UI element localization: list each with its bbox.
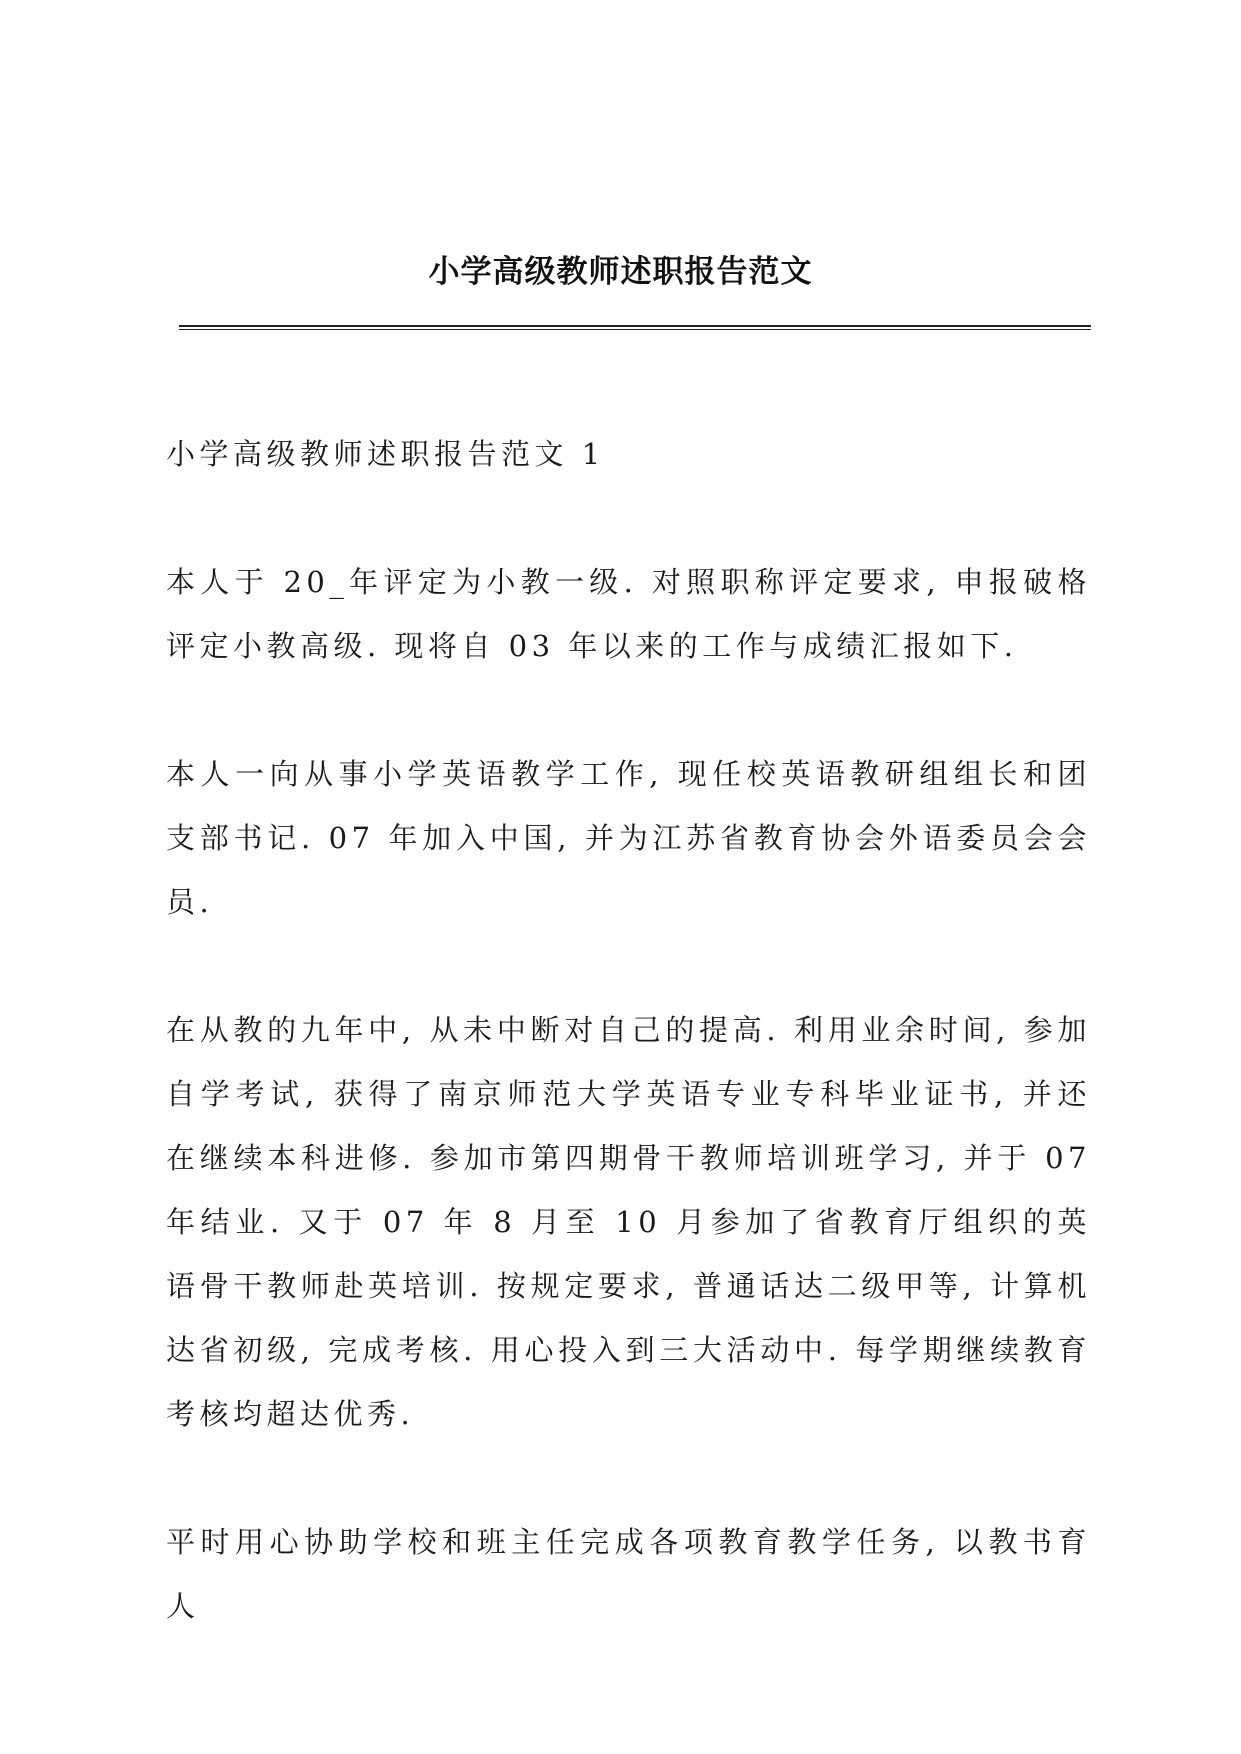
document-title: 小学高级教师述职报告范文 (428, 254, 813, 290)
document-body (166, 422, 1091, 1638)
title-divider (179, 325, 1091, 330)
paragraph-1: 本人于 20_年评定为小教一级. 对照职称评定要求, 申报破格评定小教高级. 现将自 03 年以来的工作与成绩汇报如下. (166, 565, 1091, 663)
paragraph-2: 本人一向从事小学英语教学工作, 现任校英语教研组组长和团支部书记. 07 年加入中国, 并为江苏省教育协会外语委员会会员. (166, 757, 1091, 919)
paragraph-3: 在从教的九年中, 从未中断对自己的提高. 利用业余时间, 参加自学考试, 获得了南京师范大学英语专业专科毕业证书, 并还在继续本科进修. 参加市第四期骨干教师培训班学习, 并于 07 年结业. 又于 07 年 8 月至 10 月参加了省教育厅组织的英语骨干教师赴英培训. 按规定要求, 普通话达二级甲等, 计算机达省初级, 完成考核. 用心投入到三大活动中. 每学期继续教育考核均超达优秀. (166, 1013, 1091, 1431)
section-heading: 小学高级教师述职报告范文 1 (166, 437, 605, 471)
paragraph-4: 平时用心协助学校和班主任完成各项教育教学任务, 以教书育人 (166, 1525, 1091, 1623)
